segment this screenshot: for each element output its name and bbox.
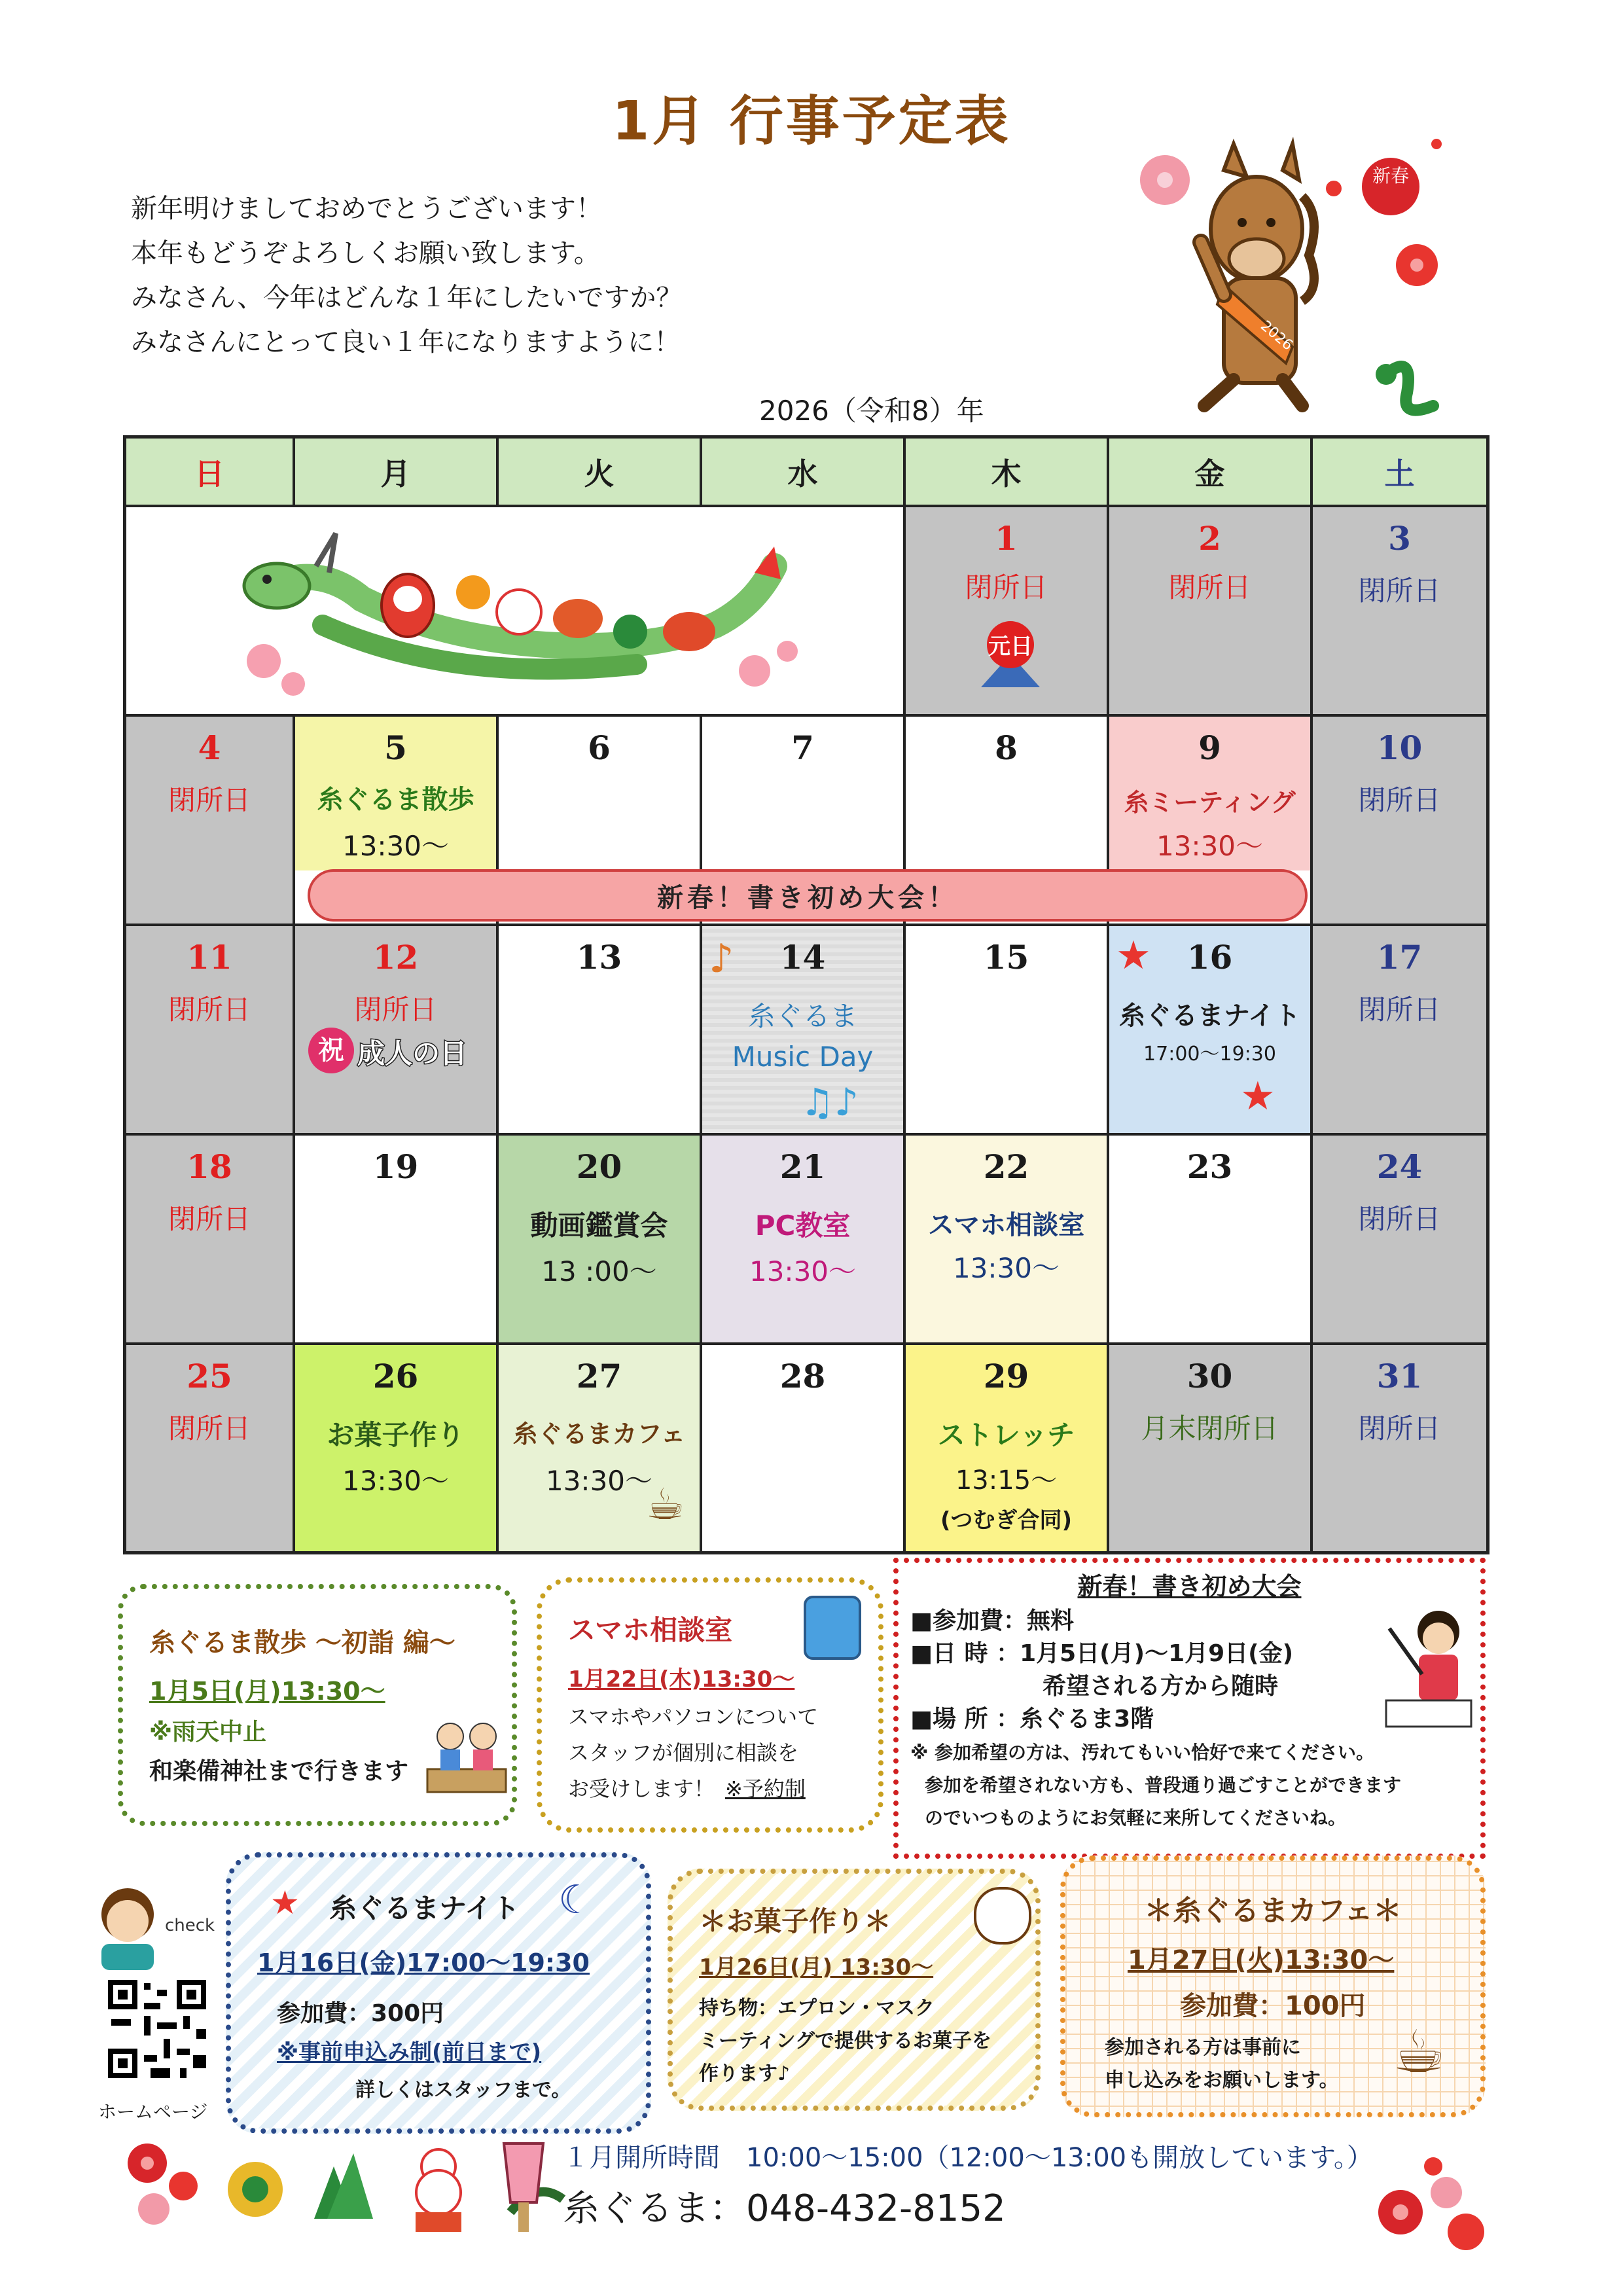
day-number: 26 [372, 1357, 419, 1395]
weekday-friday: 金 [1109, 439, 1313, 507]
closed-label: 閉所日 [1168, 571, 1251, 603]
check-label: check [164, 1916, 215, 1935]
box-line: ※雨天中止 [149, 1719, 266, 1746]
closed-label: 閉所日 [168, 994, 251, 1026]
night-info-box [226, 1852, 651, 2134]
day-cell-28[interactable] [702, 1345, 906, 1551]
event-name: 糸ぐるまナイト [1118, 1001, 1301, 1031]
day-cell-21[interactable] [702, 1136, 906, 1345]
event-time: 13:30～ [342, 1465, 450, 1497]
phone-number: 糸ぐるま：048-432-8152 [563, 2187, 1006, 2230]
ganjitsu-text: 元日 [988, 634, 1033, 660]
closed-label: 閉所日 [354, 994, 437, 1026]
closed-label: 閉所日 [1358, 1412, 1441, 1444]
day-cell-24[interactable] [1313, 1136, 1486, 1345]
sweets-info-box [668, 1869, 1041, 2111]
music-notes-icon: ♫♪ [800, 1080, 859, 1124]
dragon-decoration-icon [126, 507, 906, 717]
day-number: 7 [791, 728, 814, 767]
box-line: 参加費：300円 [277, 2000, 444, 2027]
day-number: 20 [576, 1147, 622, 1186]
calendar-grid [123, 435, 1489, 1554]
day-cell-18[interactable] [126, 1136, 295, 1345]
event-time: 13:30～ [749, 1255, 857, 1287]
day-cell-14[interactable] [702, 926, 906, 1136]
day-number: 15 [983, 938, 1029, 977]
walk-info-box [118, 1584, 517, 1826]
star-icon: ★ [1240, 1073, 1275, 1119]
event-name: スマホ相談室 [927, 1210, 1085, 1240]
greeting-line: みなさん、今年はどんな１年にしたいですか？ [131, 283, 683, 313]
day-cell-26[interactable] [295, 1345, 499, 1551]
cafe-info-box [1060, 1856, 1486, 2117]
event-time: 13:15～ [955, 1465, 1058, 1496]
event-name: PC教室 [755, 1210, 851, 1242]
event-sub: Music Day [732, 1041, 874, 1073]
day-cell-20[interactable] [499, 1136, 702, 1345]
year-label: 2026（令和8）年 [759, 395, 984, 427]
day-cell-4[interactable] [126, 717, 295, 926]
day-number: 16 [1186, 938, 1233, 977]
event-time: 13:30～ [545, 1465, 653, 1497]
moon-icon: ☾ [558, 1877, 594, 1923]
event-time: 13:30～ [1156, 830, 1264, 862]
closed-label: 閉所日 [168, 784, 251, 816]
coffee-cup-icon: ☕ [1393, 2018, 1446, 2087]
day-number: 11 [187, 938, 232, 977]
greeting-text [131, 187, 682, 365]
music-note-icon: ♪ [709, 936, 734, 982]
closed-label: 閉所日 [1358, 575, 1441, 607]
horse-mascot-icon [1126, 131, 1453, 425]
day-cell-23[interactable] [1109, 1136, 1313, 1345]
hagoita-icon [484, 2137, 556, 2235]
box-line: お受けします！ [568, 1776, 715, 1801]
day-number: 24 [1376, 1147, 1423, 1186]
seijin-no-hi-label: 成人の日 [357, 1037, 468, 1069]
ganjitsu-sun-icon [974, 619, 1046, 691]
closed-label: 閉所日 [1358, 994, 1441, 1026]
event-name: 糸ミーティング [1124, 788, 1296, 817]
box-line: 参加を希望されない方も、普段通り過ごすことができます [925, 1774, 1402, 1796]
calligraphy-child-icon [1383, 1602, 1481, 1733]
day-number: 8 [995, 728, 1018, 767]
day-cell-1[interactable] [906, 507, 1109, 717]
event-time: 13:30～ [952, 1252, 1060, 1284]
closed-label: 閉所日 [1358, 784, 1441, 816]
day-cell-29[interactable] [906, 1345, 1109, 1551]
day-number: 19 [372, 1147, 419, 1186]
event-name: 動画鑑賞会 [530, 1210, 668, 1242]
box-line: スマホやパソコンについて [568, 1704, 819, 1729]
day-number: 13 [576, 938, 622, 977]
box-line: 和楽備神社まで行きます [149, 1758, 409, 1785]
box-title: 糸ぐるまナイト [329, 1892, 520, 1924]
box-line: 参加費：100円 [1180, 1991, 1366, 2021]
day-number: 4 [198, 728, 221, 767]
staff-check-icon [92, 1885, 223, 1970]
kakizome-banner: 新春！書き初め大会！ [308, 869, 1308, 922]
box-line: ■参加費：無料 [910, 1607, 1075, 1634]
smartphone-info-box [537, 1577, 883, 1833]
box-line: 持ち物：エプロン・マスク [699, 1997, 935, 2020]
day-number: 28 [779, 1357, 826, 1395]
event-time: 13 :00～ [541, 1255, 657, 1287]
kakizome-info-box [893, 1558, 1486, 1859]
closed-label: 閉所日 [1358, 1203, 1441, 1235]
event-name: ストレッチ [937, 1419, 1075, 1451]
day-cell-10[interactable] [1313, 717, 1486, 926]
box-line: 詳しくはスタッフまで。 [355, 2079, 571, 2102]
closed-label: 閉所日 [965, 571, 1048, 603]
coffee-cup-icon: ☕ [646, 1479, 685, 1530]
day-cell-2[interactable] [1109, 507, 1313, 717]
day-cell-19[interactable] [295, 1136, 499, 1345]
box-title: スマホ相談室 [568, 1614, 733, 1646]
iwai-badge-icon: 祝 [308, 1028, 354, 1073]
box-date: 1月27日(火)13:30～ [1128, 1945, 1395, 1975]
day-cell-3[interactable] [1313, 507, 1486, 717]
greeting-line: みなさんにとって良い１年になりますように！ [131, 327, 681, 357]
day-cell-31[interactable] [1313, 1345, 1486, 1551]
plum-blossom-icon [1368, 2140, 1492, 2258]
day-number: 14 [779, 938, 826, 977]
weekday-monday: 月 [295, 439, 499, 507]
box-line: 参加される方は事前に [1105, 2036, 1301, 2059]
day-number: 1 [995, 519, 1018, 558]
greeting-line: 新年明けましておめでとうございます！ [131, 194, 602, 224]
day-number: 2 [1198, 519, 1221, 558]
day-number: 22 [983, 1147, 1029, 1186]
greeting-line: 本年もどうぞよろしくお願い致します。 [131, 238, 600, 268]
day-number: 9 [1198, 728, 1221, 767]
event-name: お菓子作り [327, 1419, 465, 1451]
page-title: 1月 行事予定表 [612, 90, 1011, 152]
star-icon: ★ [270, 1884, 300, 1922]
box-line: スタッフが個別に相談を [568, 1740, 799, 1765]
day-number: 30 [1186, 1357, 1233, 1395]
new-year-illustration [126, 507, 906, 717]
box-line: ミーティングで提供するお菓子を [699, 2030, 991, 2053]
day-number: 3 [1388, 519, 1411, 558]
box-date: 1月16日(金)17:00～19:30 [257, 1948, 590, 1977]
day-cell-15[interactable] [906, 926, 1109, 1136]
box-line: ※事前申込み制(前日まで) [277, 2039, 542, 2066]
day-cell-16[interactable] [1109, 926, 1313, 1136]
event-time: 13:30～ [342, 830, 450, 862]
shrine-kids-icon [424, 1717, 509, 1795]
weekday-thursday: 木 [906, 439, 1109, 507]
box-line: ■日 時 ：1月5日(月)～1月9日(金) [910, 1640, 1294, 1667]
day-number: 21 [779, 1147, 826, 1186]
event-name: 糸ぐるま [747, 1000, 858, 1032]
closed-label: 閉所日 [168, 1203, 251, 1235]
event-name: 糸ぐるま散歩 [317, 785, 474, 815]
day-number: 23 [1186, 1147, 1233, 1186]
day-number: 17 [1376, 938, 1423, 977]
box-line: ※予約制 [725, 1776, 806, 1801]
star-icon: ★ [1116, 933, 1151, 978]
day-cell-30[interactable] [1109, 1345, 1313, 1551]
day-number: 18 [187, 1147, 232, 1186]
day-number: 5 [384, 728, 407, 767]
box-date: 1月22日(木)13:30～ [568, 1666, 795, 1693]
box-line: 希望される方から随時 [1043, 1673, 1279, 1700]
box-line: 作ります♪ [699, 2062, 791, 2085]
box-title: 糸ぐるま散歩 ～初詣 編～ [149, 1628, 455, 1658]
day-number: 25 [187, 1357, 232, 1395]
day-cell-12[interactable] [295, 926, 499, 1136]
day-number: 27 [576, 1357, 622, 1395]
day-cell-13[interactable] [499, 926, 702, 1136]
box-line: のでいつものようにお気軽に来所してくださいね。 [925, 1807, 1347, 1829]
closed-label: 閉所日 [168, 1412, 251, 1444]
shinshun-seal: 新春 [1372, 165, 1410, 187]
weekday-saturday: 土 [1313, 439, 1486, 507]
smartphone-cat-icon [804, 1596, 861, 1660]
day-cell-25[interactable] [126, 1345, 295, 1551]
opening-hours: １月開所時間 10:00～15:00（12:00～13:00も開放しています。） [563, 2143, 1373, 2173]
event-name: 糸ぐるまカフェ [512, 1420, 686, 1448]
baking-cat-icon [974, 1887, 1031, 1945]
box-title: ＊糸ぐるまカフェ＊ [1144, 1894, 1402, 1928]
weekday-tuesday: 火 [499, 439, 702, 507]
box-line: ※ 参加希望の方は、汚れてもいい恰好で来てください。 [910, 1742, 1374, 1763]
weekday-sunday: 日 [126, 439, 295, 507]
box-title: 新春！書き初め大会 [1077, 1572, 1302, 1601]
day-cell-27[interactable] [499, 1345, 702, 1551]
sash-year: 2026 [1257, 317, 1296, 354]
event-note: (つむぎ合同) [940, 1507, 1073, 1534]
event-time: 17:00～19:30 [1143, 1043, 1276, 1066]
box-date: 1月26日(月) 13:30～ [699, 1954, 934, 1981]
box-line: ■場 所 ：糸ぐるま3階 [910, 1706, 1154, 1732]
box-line: 申し込みをお願いします。 [1105, 2069, 1339, 2092]
day-number: 12 [372, 938, 419, 977]
day-number: 10 [1376, 728, 1423, 767]
closed-label: 月末閉所日 [1141, 1412, 1279, 1444]
day-cell-11[interactable] [126, 926, 295, 1136]
box-title: ＊お菓子作り＊ [699, 1905, 892, 1937]
day-cell-22[interactable] [906, 1136, 1109, 1345]
day-number: 6 [588, 728, 611, 767]
box-date: 1月5日(月)13:30～ [149, 1677, 385, 1706]
day-number: 29 [983, 1357, 1029, 1395]
homepage-label: ホームページ [98, 2101, 208, 2123]
day-number: 31 [1376, 1357, 1423, 1395]
weekday-wednesday: 水 [702, 439, 906, 507]
qr-code-icon[interactable] [105, 1977, 209, 2081]
day-cell-17[interactable] [1313, 926, 1486, 1136]
